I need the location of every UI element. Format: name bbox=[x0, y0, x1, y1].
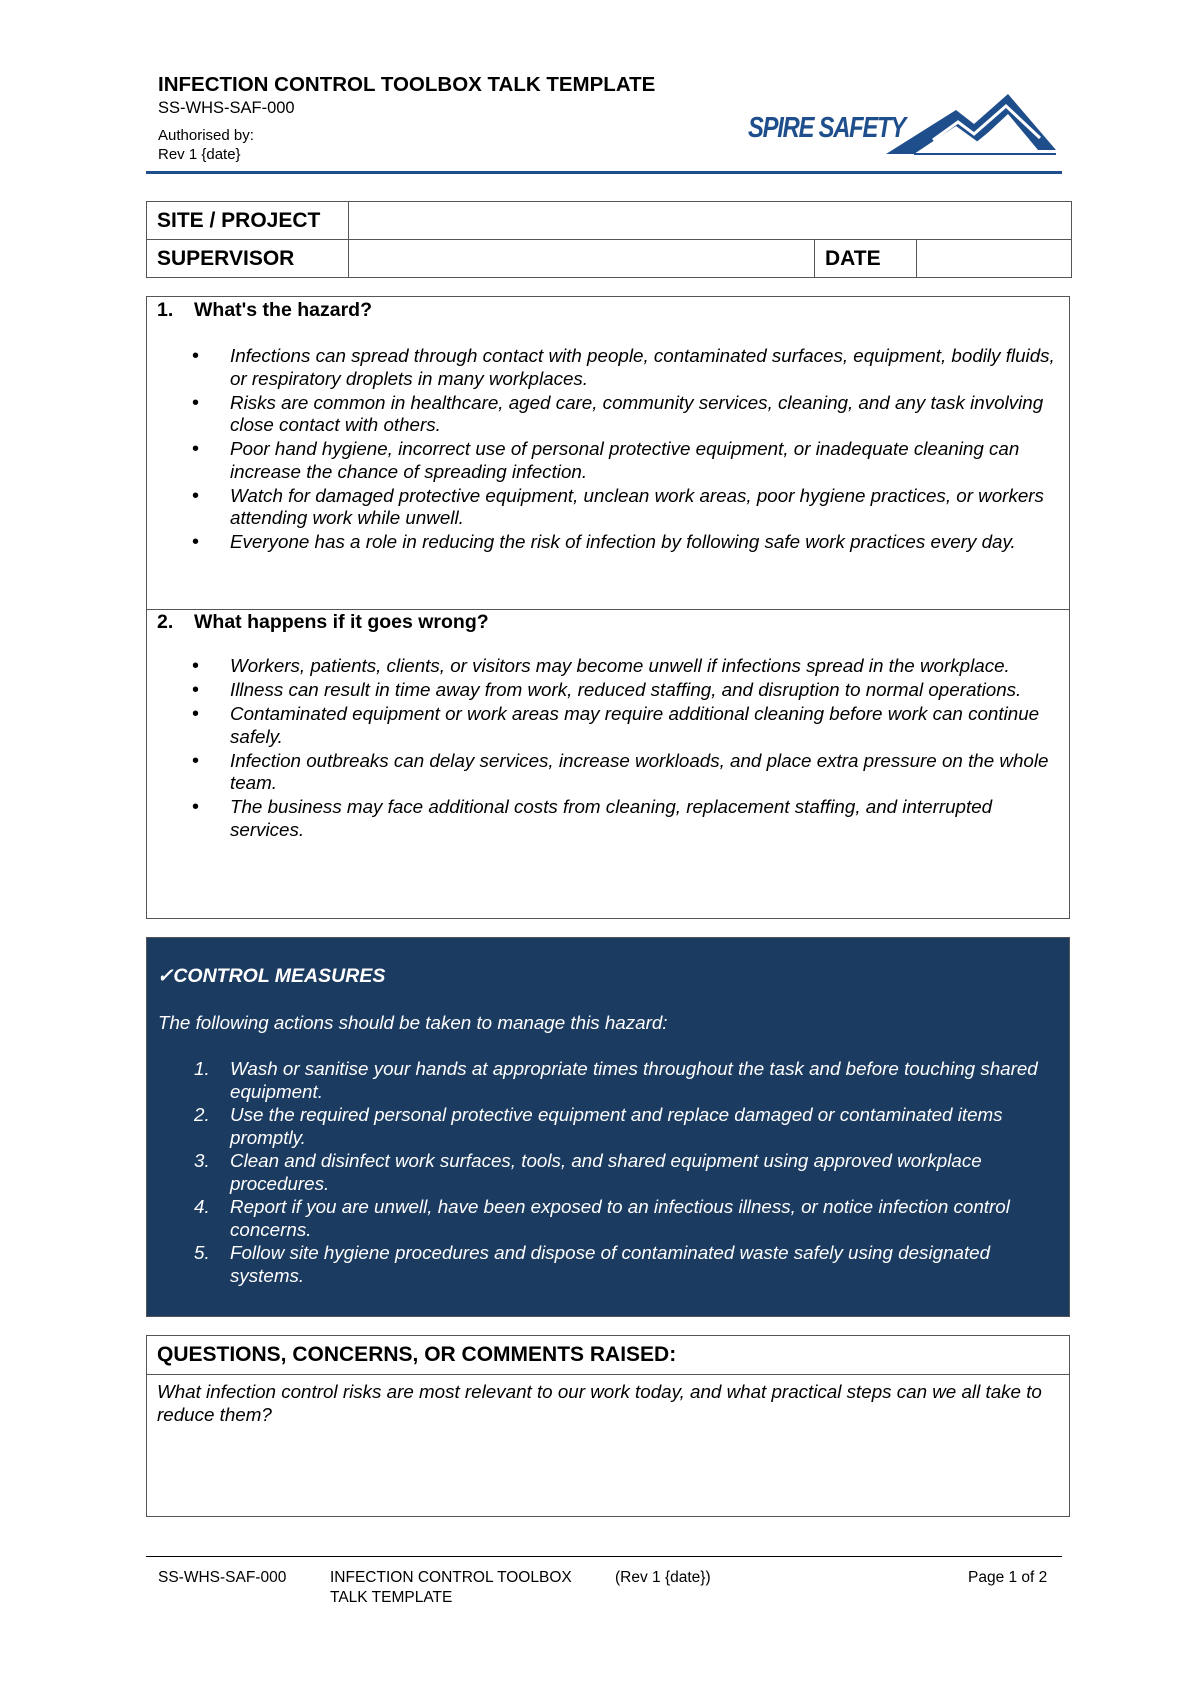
questions-prompt[interactable]: What infection control risks are most relevant to our work today, and what practical steps can we all take to reduce them? bbox=[157, 1381, 1042, 1425]
revision-label: Rev 1 {date} bbox=[158, 146, 241, 163]
list-item: • Illness can result in time away from work, reduced staffing, and disruption to normal operations. bbox=[147, 679, 1069, 702]
section-number: 2. bbox=[157, 611, 174, 633]
list-item: • The business may face additional costs from cleaning, replacement staffing, and interrupted services. bbox=[147, 796, 1069, 841]
list-item bbox=[147, 1104, 1069, 1149]
document-title: INFECTION CONTROL TOOLBOX TALK TEMPLATE bbox=[158, 73, 656, 96]
consequences-heading bbox=[157, 611, 489, 634]
list-item bbox=[147, 1058, 1069, 1103]
item-text: Clean and disinfect work surfaces, tools, and shared equipment using approved workplace procedures. bbox=[230, 1150, 982, 1194]
item-text: Follow site hygiene procedures and dispose of contaminated waste safely using designated systems. bbox=[230, 1242, 991, 1286]
site-info-table bbox=[146, 201, 1072, 278]
control-measures-list bbox=[147, 1058, 1069, 1288]
control-measures-box bbox=[146, 937, 1070, 1317]
authorised-by-label: Authorised by: bbox=[158, 127, 254, 144]
document-code: SS-WHS-SAF-000 bbox=[158, 99, 295, 117]
hazard-section bbox=[147, 297, 1069, 610]
list-item: • Infection outbreaks can delay services, increase workloads, and place extra pressure on the whole team. bbox=[147, 750, 1069, 795]
list-item: • Risks are common in healthcare, aged care, community services, cleaning, and any task involving close contact with others. bbox=[147, 392, 1069, 437]
item-number: 5. bbox=[194, 1242, 210, 1263]
footer-revision: (Rev 1 {date}) bbox=[615, 1569, 711, 1586]
supervisor-label: SUPERVISOR bbox=[147, 240, 349, 278]
item-text: Use the required personal protective equipment and replace damaged or contaminated items promptly. bbox=[230, 1104, 1003, 1148]
item-text: Wash or sanitise your hands at appropriate times throughout the task and before touching shared equipment. bbox=[230, 1058, 1038, 1102]
supervisor-field[interactable] bbox=[349, 240, 815, 278]
list-item: • Contaminated equipment or work areas may require additional cleaning before work can continue safely. bbox=[147, 703, 1069, 748]
mountain-logo-icon bbox=[878, 88, 1058, 158]
section-heading-text: What's the hazard? bbox=[194, 299, 372, 321]
control-measures-title: ✓CONTROL MEASURES bbox=[157, 965, 386, 987]
item-text: Report if you are unwell, have been exposed to an infectious illness, or notice infection control concerns. bbox=[230, 1196, 1010, 1240]
header-divider bbox=[146, 171, 1062, 174]
list-item: • Poor hand hygiene, incorrect use of personal protective equipment, or inadequate cleaning can increase the chance of spreading infection. bbox=[147, 438, 1069, 483]
date-field[interactable] bbox=[917, 240, 1072, 278]
list-item: • Infections can spread through contact with people, contaminated surfaces, equipment, bodily fluids, or respiratory droplets in many workplaces. bbox=[147, 345, 1069, 390]
hazard-box bbox=[146, 296, 1070, 919]
logo-text: SPIRE SAFETY bbox=[748, 112, 906, 144]
item-number: 3. bbox=[194, 1150, 210, 1171]
site-project-field[interactable] bbox=[349, 202, 1072, 240]
control-measures-intro: The following actions should be taken to manage this hazard: bbox=[158, 1012, 668, 1033]
consequences-section bbox=[147, 609, 1069, 920]
footer-title: INFECTION CONTROL TOOLBOX TALK TEMPLATE bbox=[330, 1569, 572, 1606]
item-number: 2. bbox=[194, 1104, 210, 1125]
section-heading-text: What happens if it goes wrong? bbox=[194, 611, 489, 633]
list-item bbox=[147, 1242, 1069, 1287]
section-number: 1. bbox=[157, 299, 174, 321]
hazard-heading bbox=[157, 299, 372, 322]
date-label: DATE bbox=[815, 240, 917, 278]
item-number: 4. bbox=[194, 1196, 210, 1217]
list-item bbox=[147, 1196, 1069, 1241]
list-item: • Watch for damaged protective equipment, unclean work areas, poor hygiene practices, or workers attending work while unwell. bbox=[147, 485, 1069, 530]
item-number: 1. bbox=[194, 1058, 210, 1079]
list-item: • Everyone has a role in reducing the risk of infection by following safe work practices every day. bbox=[147, 531, 1069, 554]
site-project-label: SITE / PROJECT bbox=[147, 202, 349, 240]
questions-heading: QUESTIONS, CONCERNS, OR COMMENTS RAISED: bbox=[147, 1336, 1069, 1375]
spire-safety-logo bbox=[748, 88, 1058, 160]
footer-page-number: Page 1 of 2 bbox=[968, 1569, 1048, 1586]
footer-divider bbox=[146, 1556, 1062, 1557]
consequences-list bbox=[147, 655, 1069, 843]
list-item bbox=[147, 1150, 1069, 1195]
footer-doc-code: SS-WHS-SAF-000 bbox=[158, 1569, 287, 1586]
list-item: • Workers, patients, clients, or visitors may become unwell if infections spread in the workplace. bbox=[147, 655, 1069, 678]
hazard-list bbox=[147, 345, 1069, 555]
questions-box bbox=[146, 1335, 1070, 1517]
